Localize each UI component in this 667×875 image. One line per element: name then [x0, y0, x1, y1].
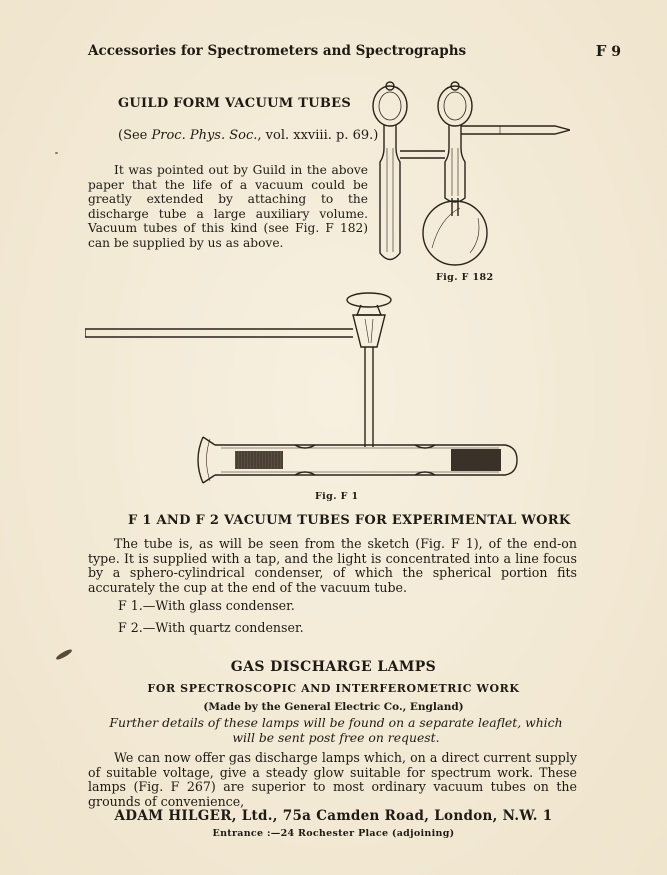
figure-f1-illustration: [85, 285, 585, 485]
guild-heading: GUILD FORM VACUUM TUBES: [118, 96, 352, 111]
gas-heading: GAS DISCHARGE LAMPS: [230, 659, 437, 675]
ref-suffix: , vol. xxviii. p. 69.): [257, 128, 379, 143]
footer-entrance: Entrance :—24 Rochester Place (adjoining): [212, 828, 455, 839]
guild-paragraph: [88, 163, 368, 251]
gas-paragraph: We can now offer gas discharge lamps which, on a direct current supply of suitable voltage, give a steady glow suitable for spectrum work. These lamps (Fig. F 267) are superior to most ordinary vacuum tubes on the grounds of convenience,: [88, 750, 577, 809]
running-header: Accessories for Spectrometers and Spectrographs: [88, 43, 467, 59]
f1-paragraph: The tube is, as will be seen from the sketch (Fig. F 1), of the end-on type. It is supplied with a tap, and the light is concentrated into a line focus by a sphero-cylindrical condenser, of which the spherical portion fits accurately the cup at the end of the vacuum tube.: [88, 536, 577, 595]
ref-prefix: (See: [118, 128, 152, 143]
footer-company: ADAM HILGER, Ltd., 75a Camden Road, London, N.W. 1: [114, 808, 553, 824]
figure-f1-caption: Fig. F 1: [315, 491, 359, 502]
f1-heading: F 1 AND F 2 VACUUM TUBES FOR EXPERIMENTAL WORK: [128, 513, 571, 528]
gas-maker: (Made by the General Electric Co., England): [203, 701, 464, 713]
ink-speck: [55, 152, 58, 154]
page-letter: F: [595, 42, 607, 60]
figure-f182-illustration: [360, 78, 570, 268]
page-digit: 9: [611, 44, 621, 60]
guild-reference: [118, 128, 378, 143]
gas-note: Further details of these lamps will be found on a separate leaflet, which will be sent post free on request.: [109, 715, 563, 745]
f1-item-quartz: F 2.—With quartz condenser.: [118, 620, 304, 635]
figure-f182-caption: Fig. F 182: [436, 272, 494, 283]
guild-paragraph-text: It was pointed out by Guild in the above paper that the life of a vacuum could be greatly extended by attaching to the discharge tube a large auxiliary volume. Vacuum tubes of this kind (see Fig. F 182) can be supplied by us as above.: [88, 163, 368, 250]
page-number: [596, 42, 621, 60]
f1-item-glass: F 1.—With glass condenser.: [118, 598, 295, 613]
gas-subheading: FOR SPECTROSCOPIC AND INTERFEROMETRIC WORK: [147, 682, 520, 695]
ref-journal: Proc. Phys. Soc.: [151, 128, 258, 143]
